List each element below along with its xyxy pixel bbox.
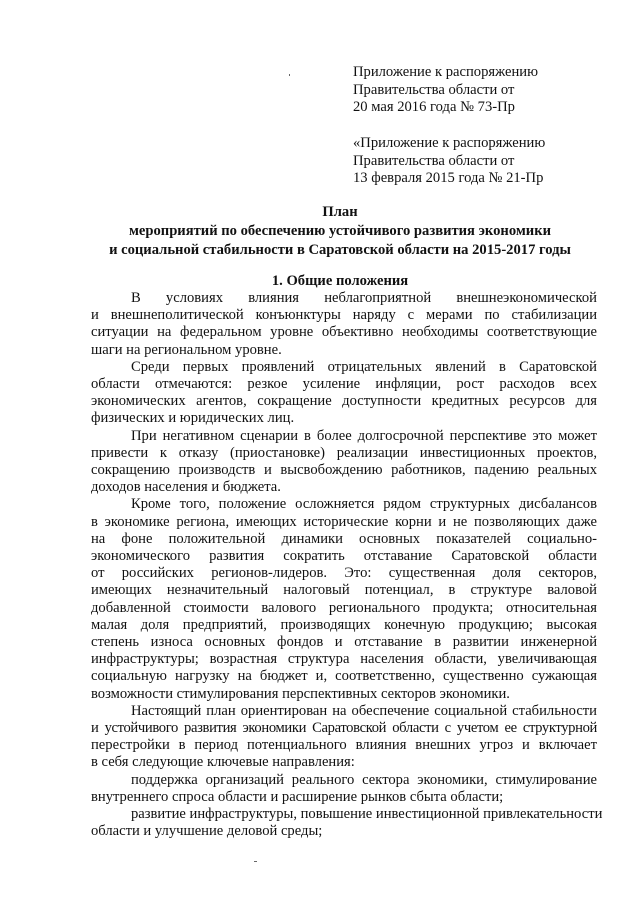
paragraph-line: степень износа основных фондов и отставание в развитии инженерной [91, 634, 597, 651]
appendix-line: «Приложение к распоряжению [353, 135, 546, 151]
paragraph-line: сокращению производств и высвобождению работников, падению реальных [91, 462, 597, 479]
appendix-reference-previous [353, 135, 623, 188]
word: В [131, 290, 141, 306]
document-title [92, 203, 588, 260]
paragraph [91, 806, 603, 840]
paragraph-line: и устойчивого развития экономики Саратовской области с учетом ее структурной [91, 720, 597, 737]
paragraph-line: Настоящий план ориентирован на обеспечение социальной стабильности [131, 702, 597, 719]
paragraph-line: добавленной стоимости валового регионального продукта; относительная [91, 599, 597, 616]
paragraph-line: перестройки в период потенциального влияния внешних угроз и включает [91, 737, 597, 754]
word: влияния [248, 290, 300, 306]
paragraph-line: привести к отказу (приостановке) реализации инвестиционных проектов, [91, 444, 597, 461]
appendix-reference-current [353, 64, 623, 117]
paragraph-line: шаги на региональном уровне. [91, 341, 282, 358]
word: условиях [165, 290, 223, 306]
paragraph [91, 703, 597, 772]
section-body [91, 290, 603, 841]
paragraph [91, 772, 597, 806]
paragraph-line: При негативном сценарии в более долгосрочной перспективе это может [131, 427, 597, 444]
appendix-line: Правительства области от [353, 152, 515, 169]
paragraph-line: экономических агентов, сокращение доступности кредитных ресурсов для [91, 393, 597, 410]
title-line: План [322, 204, 358, 220]
paragraph [91, 496, 597, 702]
paragraph-line: в экономике региона, имеющих исторические корни и не позволяющих даже [91, 513, 597, 530]
paragraph-line: социальную нагрузку на бюджет и, соответственно, существенно сужающая [91, 668, 597, 685]
paragraph-line: области и улучшение деловой среды; [91, 823, 323, 840]
title-line: и социальной стабильности в Саратовской области на 2015-2017 годы [109, 242, 571, 258]
scan-artifact [289, 74, 290, 76]
paragraph-line: в себя следующие ключевые направления: [91, 754, 355, 771]
paragraph [91, 359, 597, 428]
paragraph-line: малая доля предприятий, производящих конечную продукцию; высокая [91, 616, 597, 633]
word: неблагоприятной [324, 290, 432, 306]
paragraph-line: ситуации на федеральном уровне объективно необходимы соответствующие [91, 324, 597, 341]
paragraph-line: экономического развития сократить отставание Саратовской области [91, 548, 597, 565]
paragraph-line: Кроме того, положение осложняется рядом структурных дисбалансов [131, 496, 597, 513]
paragraph-line: развитие инфраструктуры, повышение инвестиционной привлекательности [131, 806, 603, 823]
paragraph-line [91, 290, 597, 307]
paragraph-line: области отмечаются: резкое усиление инфляции, рост расходов всех [91, 376, 597, 393]
paragraph-line: внутреннего спроса области и расширение рынков сбыта области; [91, 788, 504, 805]
paragraph-line: Среди первых проявлений отрицательных явлений в Саратовской [131, 358, 597, 375]
appendix-line: 20 мая 2016 года № 73-Пр [353, 99, 515, 115]
appendix-line: Приложение к распоряжению [353, 64, 538, 80]
word: внешнеэкономической [456, 290, 597, 306]
appendix-line: Правительства области от [353, 81, 515, 98]
paragraph-line: доходов населения и бюджета. [91, 479, 281, 496]
paragraph-line: инфраструктуры; возрастная структура населения области, увеличивающая [91, 651, 597, 668]
appendix-line: 13 февраля 2015 года № 21-Пр [353, 170, 544, 186]
paragraph-line: на фоне положительной динамики основных показателей социально- [91, 530, 597, 547]
scan-artifact [254, 861, 257, 862]
paragraph-line: имеющих незначительный налоговый потенциал, в структуре валовой [91, 582, 597, 599]
section-heading: 1. Общие положения [271, 273, 409, 289]
paragraph-line: физических и юридических лиц. [91, 410, 295, 427]
paragraph [91, 290, 597, 359]
paragraph [91, 428, 597, 497]
paragraph-line: и внешнеполитической конъюнктуры наряду с мерами по стабилизации [91, 307, 597, 324]
paragraph-line: от российских регионов-лидеров. Это: существенная доля секторов, [91, 565, 597, 582]
paragraph-line: поддержка организаций реального сектора экономики, стимулирование [131, 771, 597, 788]
title-line: мероприятий по обеспечению устойчивого развития экономики [128, 223, 552, 239]
paragraph-line: возможности стимулирования перспективных секторов экономики. [91, 685, 510, 702]
